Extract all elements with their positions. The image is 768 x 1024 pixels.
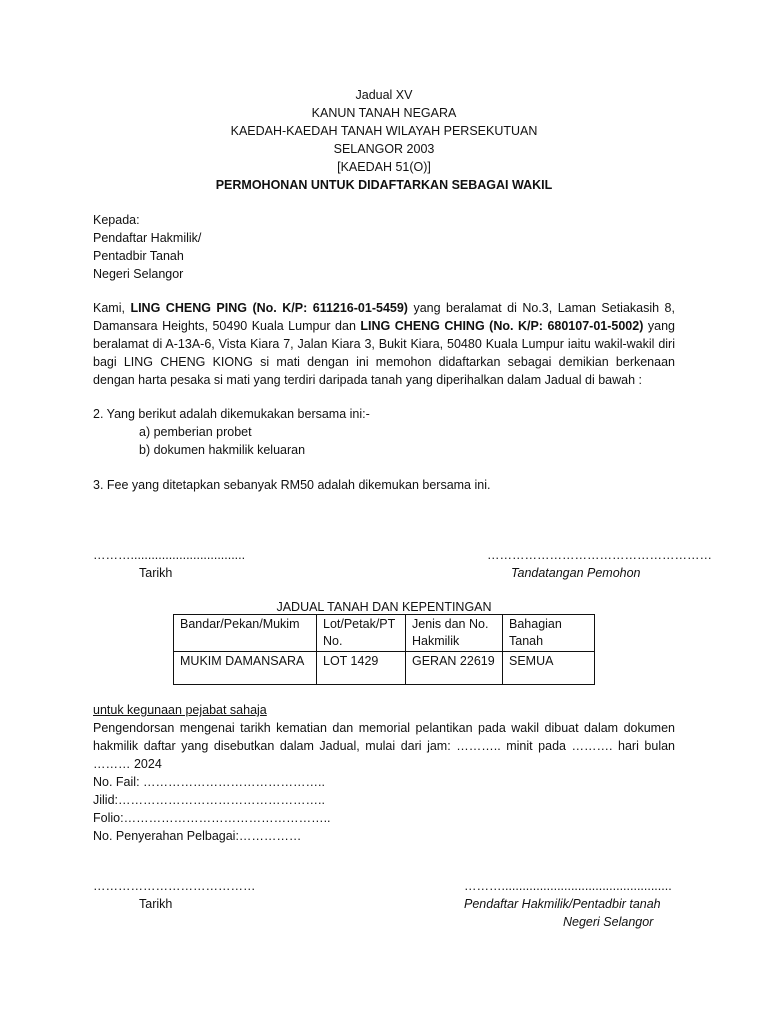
para-text-1: Kami, bbox=[93, 301, 131, 315]
signature-line-applicant: ……………………………………………… bbox=[487, 548, 712, 562]
land-schedule-table bbox=[173, 614, 595, 685]
para-text-2: yang beralamat di No.3, Laman Setiakasih 8, Damansara Heights, 50490 Kuala Lumpur dan bbox=[93, 301, 675, 333]
fee-paragraph: 3. Fee yang ditetapkan sebanyak RM50 adalah dikemukan bersama ini. bbox=[93, 478, 491, 492]
addressee-line-1: Pendaftar Hakmilik/ bbox=[93, 231, 202, 245]
table-row bbox=[174, 652, 595, 685]
cell-title-type: GERAN 22619 bbox=[406, 652, 503, 685]
applicant-2: LING CHENG CHING (No. K/P: 680107-01-5002) bbox=[360, 319, 644, 333]
table-caption: JADUAL TANAH DAN KEPENTINGAN bbox=[276, 600, 492, 614]
date-line-2: ………………………………… bbox=[93, 879, 256, 893]
signature-label-applicant: Tandatangan Pemohon bbox=[511, 566, 641, 580]
schedule-number: Jadual XV bbox=[355, 88, 413, 102]
table-header-row bbox=[174, 615, 595, 652]
cell-share: SEMUA bbox=[503, 652, 595, 685]
folio-field: Folio:………………………………………….. bbox=[93, 811, 331, 825]
header-cell-title-type: Jenis dan No. Hakmilik bbox=[406, 615, 503, 652]
file-number-field: No. Fail: …………………………………….. bbox=[93, 775, 325, 789]
rule-reference: [KAEDAH 51(O)] bbox=[337, 160, 431, 174]
cell-lot: LOT 1429 bbox=[317, 652, 406, 685]
addressee-line-3: Negeri Selangor bbox=[93, 267, 184, 281]
signature-label-registrar: Pendaftar Hakmilik/Pentadbir tanah bbox=[464, 897, 661, 911]
header-cell-lot: Lot/Petak/PT No. bbox=[317, 615, 406, 652]
header-cell-share: Bahagian Tanah bbox=[503, 615, 595, 652]
addressee-line-2: Pentadbir Tanah bbox=[93, 249, 184, 263]
attachment-b: b) dokumen hakmilik keluaran bbox=[139, 443, 306, 457]
act-name: KANUN TANAH NEGARA bbox=[311, 106, 457, 120]
rules-name: KAEDAH-KAEDAH TANAH WILAYAH PERSEKUTUAN bbox=[230, 124, 538, 138]
addressee-label: Kepada: bbox=[93, 213, 140, 227]
applicant-1: LING CHENG PING (No. K/P: 611216-01-5459) bbox=[130, 301, 408, 315]
attachments-intro: 2. Yang berikut adalah dikemukakan bersama ini:- bbox=[93, 407, 370, 421]
cell-town: MUKIM DAMANSARA bbox=[174, 652, 317, 685]
para-text-3: yang beralamat di A-13A-6, Vista Kiara 7, Jalan Kiara 3, Bukit Kiara, 50480 Kuala Lumpur iaitu wakil-wakil diri bagi LING CHENG KIONG si mati dengan ini memohon didaftarkan sebagai demikian berkenaan dengan harta pesaka si mati yang terdiri daripada tanah yang diperihalkan dalam Jadual di bawah : bbox=[93, 319, 675, 387]
date-label-2: Tarikh bbox=[139, 897, 173, 911]
rules-state-year: SELANGOR 2003 bbox=[333, 142, 435, 156]
volume-field: Jilid:………………………………………….. bbox=[93, 793, 325, 807]
attachment-a: a) pemberian probet bbox=[139, 425, 252, 439]
header-cell-town: Bandar/Pekan/Mukim bbox=[174, 615, 317, 652]
signature-label-state: Negeri Selangor bbox=[563, 915, 654, 929]
endorsement-paragraph: Pengendorsan mengenai tarikh kematian dan memorial pelantikan pada wakil dibuat dalam dokumen hakmilik daftar yang disebutkan dalam Jadual, mulai dari jam: ……….. minit pada ………. hari bulan ……… 2024 bbox=[93, 721, 675, 771]
application-paragraph bbox=[93, 299, 675, 389]
signature-line-registrar: ………................................................. bbox=[464, 879, 672, 893]
office-use-heading: untuk kegunaan pejabat sahaja bbox=[93, 703, 267, 717]
date-label-1: Tarikh bbox=[139, 566, 173, 580]
date-line-1: ………................................. bbox=[93, 548, 246, 562]
document-title: PERMOHONAN UNTUK DIDAFTARKAN SEBAGAI WAKIL bbox=[215, 178, 553, 192]
presentation-number-field: No. Penyerahan Pelbagai:…………… bbox=[93, 829, 302, 843]
